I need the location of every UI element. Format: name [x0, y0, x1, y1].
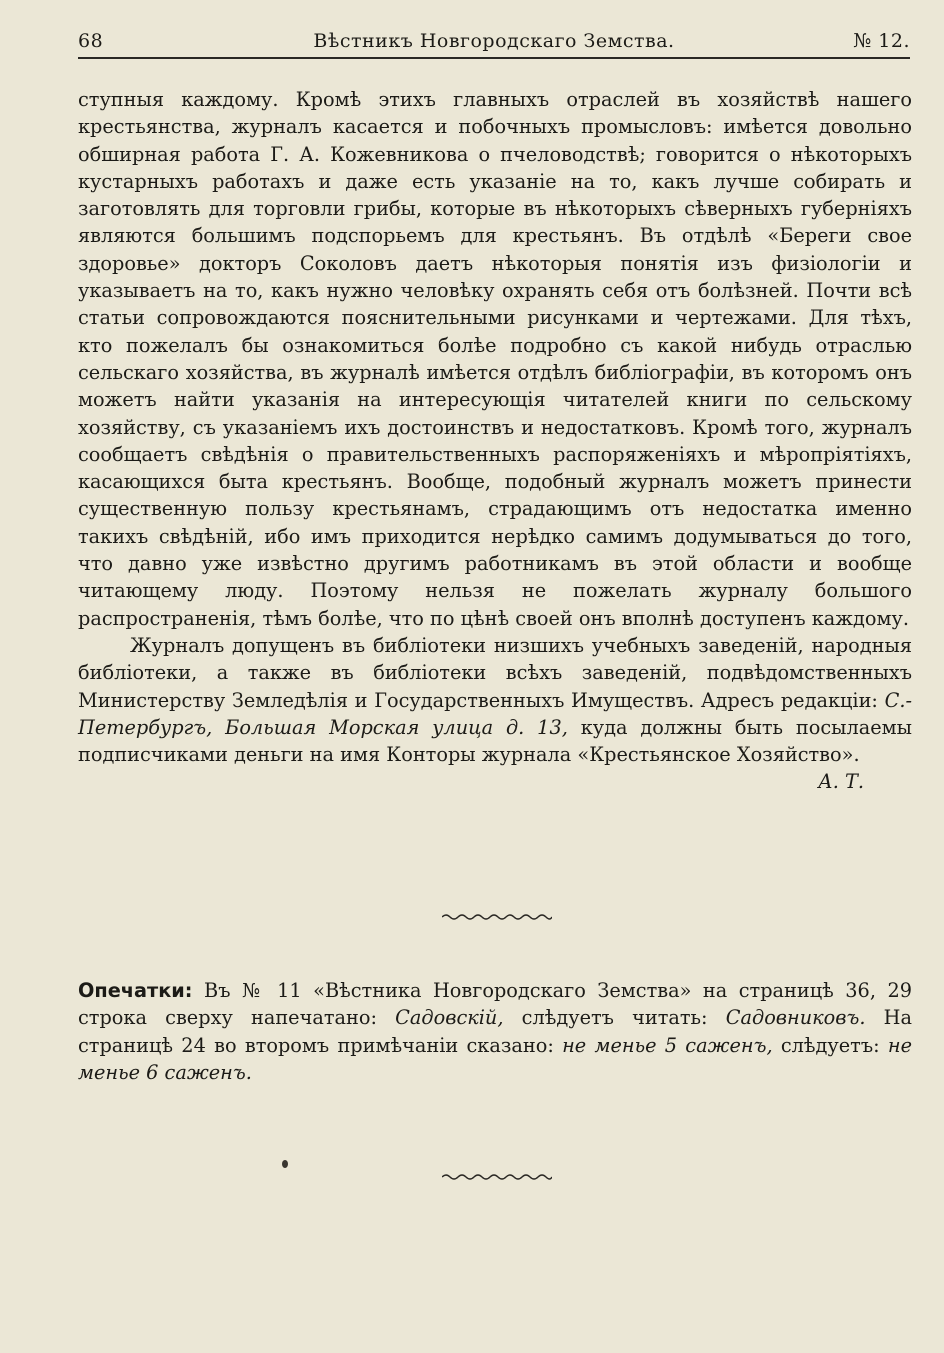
- wavy-end-ornament: [442, 1172, 552, 1182]
- paragraph-1: ступныя каждому. Кромѣ этихъ главныхъ отраслей въ хозяйствѣ нашего крестьянства, журналъ касается и побочныхъ промысловъ: имѣется довольно обширная работа Г. А. Кожевникова о пчеловодствѣ; говорится о нѣкоторыхъ кустарныхъ работахъ и даже есть указаніе на то, какъ лучше собирать и заготовлять для торговли грибы, которые въ нѣкоторыхъ сѣверныхъ губерніяхъ являются большимъ подспорьемъ для крестьянъ. Въ отдѣлѣ «Береги свое здоровье» докторъ Соколовъ даетъ нѣкоторыя понятія изъ физіологіи и указываетъ на то, какъ нужно человѣку охранять себя отъ болѣзней. Почти всѣ статьи сопровождаются пояснительными рисунками и чертежами. Для тѣхъ, кто пожелалъ бы ознакомиться болѣе подробно съ какой нибудь отраслью сельскаго хозяйства, въ журналѣ имѣется отдѣлъ библіографіи, въ которомъ онъ можетъ найти указанія на интересующія читателей книги по сельскому хозяйству, съ указаніемъ ихъ достоинствъ и недостатковъ. Кромѣ того, журналъ сообщаетъ свѣдѣнія о правительственныхъ распоряженіяхъ и мѣропріятіяхъ, касающихся быта крестьянъ. Вообще, подобный журналъ можетъ принести существенную пользу крестьянамъ, страдающимъ отъ недостатка именно такихъ свѣдѣній, ибо имъ приходится нерѣдко самимъ додумываться до того, что давно уже извѣстно другимъ работникамъ въ этой области и вообще читающему люду. Поэтому нельзя не пожелать журналу большого распространенія, тѣмъ болѣе, что по цѣнѣ своей онъ вполнѣ доступенъ каждому.: [78, 88, 912, 630]
- header-rule: [78, 57, 910, 59]
- paragraph-2-end: куда должны быть посылаемы подписчиками деньги на имя Конторы журнала «Крестьянское Хозяйство».: [78, 715, 912, 767]
- errata-wrong-2: не менье 5 саженъ,: [562, 1033, 773, 1057]
- author-signature: А. Т.: [818, 770, 864, 794]
- paragraph-2-start: Журналъ допущенъ въ библіотеки низшихъ учебныхъ заведеній, народныя библіотеки, а также въ библіотеки всѣхъ заведеній, подвѣдомственныхъ Министерству Земледѣлія и Государственныхъ Имуществъ. Адресъ редакціи:: [78, 633, 912, 712]
- running-header: [78, 30, 910, 56]
- page-number: 68: [78, 30, 104, 52]
- errata-text-1: Въ № 11 «Вѣстника Новгородскаго Земства» на страницѣ 36, 29 строка сверху напечатано:: [78, 979, 912, 1030]
- paragraph-2: [78, 632, 912, 768]
- errata-text-4: слѣдуетъ:: [772, 1033, 888, 1057]
- errata-wrong-1: Садовскій,: [395, 1006, 504, 1030]
- errata-notice: [78, 977, 912, 1086]
- errata-correct-2: не менье 6 саженъ.: [78, 1033, 912, 1084]
- errata-correct-1: Садовниковъ.: [725, 1006, 866, 1030]
- journal-title: Вѣстникъ Новгородскаго Земства.: [313, 30, 675, 52]
- errata-label: Опечатки:: [78, 979, 193, 1002]
- ink-speck: [282, 1160, 288, 1168]
- errata-text-3: На страницѣ 24 во второмъ примѣчаніи сказано:: [78, 1006, 912, 1057]
- errata-text-2: слѣдуетъ читать:: [503, 1006, 726, 1030]
- editorial-address: С.-Петербургъ, Большая Морская улица д. 13,: [78, 688, 912, 739]
- issue-number: № 12.: [853, 30, 910, 52]
- wavy-divider-ornament: [442, 912, 552, 922]
- article-body: [78, 86, 912, 796]
